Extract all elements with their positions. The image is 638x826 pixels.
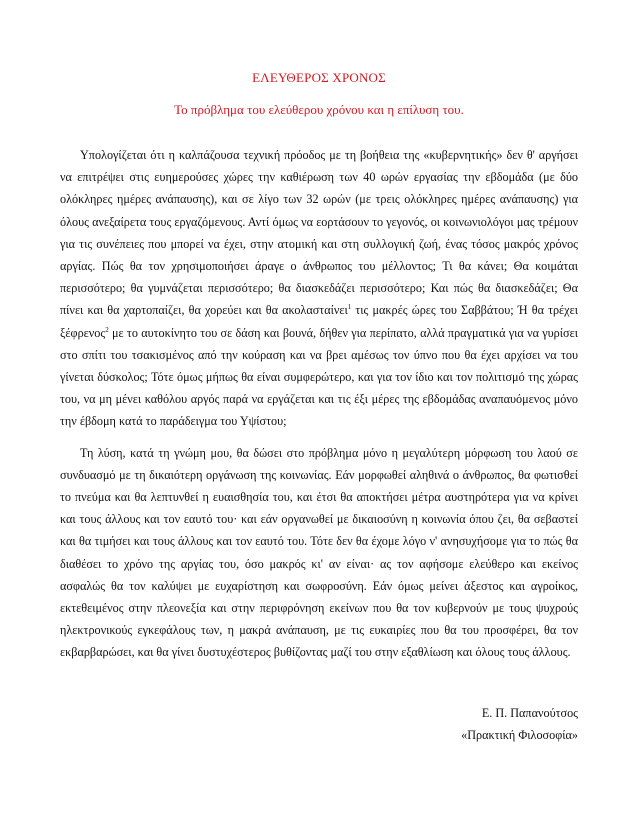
footnote-marker-1[interactable]: 1 [347,303,352,312]
document-title: ΕΛΕΥΘΕΡΟΣ ΧΡΟΝΟΣ [252,70,386,85]
signature-author: Ε. Π. Παπανούτσος [481,706,578,720]
paragraph-1-part-1: Υπολογίζεται ότι η καλπάζουσα τεχνική πρόοδος με τη βοήθεια της «κυβερνητικής» δεν θ' αργήσει να επιτρέψει στις ευημερούσες χώρες την καθιέρωση των 40 ωρών εργασίας την εβδομάδα (με δύο ολόκληρες ημέρες ανάπαυσης), και σε λίγο των 32 ωρών (με τρεις ολόκληρες ημέρες ανάπαυσης) για όλους ανεξαίρετα τους εργαζόμενους. Αντί όμως να εορτάσουν το γεγονός, οι κοινωνιολόγοι μας τρέμουν για τις συνέπειες που μπορεί να έχει, στην ατομική και στη συλλογική ζωή, ένας τόσος μακρός χρόνος αργίας. Πώς θα τον χρησιμοποιήσει άραγε ο άνθρωπος του μέλλοντος; Τι θα κάνει; Θα κοιμάται περισσότερο; θα γυμνάζεται περισσότερο; θα διασκεδάζει περισσότερο; Και πώς θα διασκεδάζει; Θα πίνει και θα χαρτοπαίζει, θα χορεύει και θα ακολασταίνει [60,148,578,318]
footnote-marker-2[interactable]: 2 [105,325,109,334]
document-subtitle: Το πρόβλημα του ελεύθερου χρόνου και η επίλυση του. [174,102,464,117]
paragraph-2: Τη λύση, κατά τη γνώμη μου, θα δώσει στο πρόβλημα μόνο η μεγαλύτερη μόρφωση του λαού σε συνδυασμό με τη δικαιότερη οργάνωση της κοινωνίας. Εάν μορφωθεί αληθινά ο άνθρωπος, θα φωτισθεί το πνεύμα και θα λεπτυνθεί η ευαισθησία του, και έτσι θα αποκτήσει μέτρα αυστηρότερα για να κρίνει και τους άλλους και τον εαυτό του· και εάν οργανωθεί με δικαιοσύνη η κοινωνία όπου ζει, θα σεβαστεί και θα τιμήσει και τους άλλους και τον εαυτό του. Τότε δεν θα έχομε λόγο ν' ανησυχήσομε για το πώς θα διαθέσει το χρόνο της αργίας του, όσο μακρός κι' αν είναι· ας τον αφήσομε ελεύθερο και εκείνος ασφαλώς θα τον καλύψει με ευχαρίστηση και σωφροσύνη. Εάν όμως μείνει άξεστος και αγροίκος, εκτεθειμένος στην πλεονεξία και στην περιφρόνηση εκείνων που θα τον κυβερνούν με τους ψυχρούς ηλεκτρονικούς εγκεφάλους των, η μακρά ανάπαυση, με τις ευκαιρίες που θα του προσφέρει, θα τον εκβαρβαρώσει, και θα γίνει δυστυχέστερος βυθίζοντας μαζί του στην εξαθλίωση και όλους τους άλλους. [60,445,578,660]
signature-source: «Πρακτική Φιλοσοφία» [461,728,578,742]
paragraph-1-part-3: με το αυτοκίνητο του σε δάση και βουνά, δήθεν για περίπατο, αλλά πραγματικά για να γυρίσει στο σπίτι του τσακισμένος από την κούραση και να βρει αμέσως τον ύπνο που θα έχει αρχίσει να του γίνεται δύσκολος; Τότε όμως μήπως θα είναι συμφερώτερο, και για τον ίδιο και τον πολιτισμό της χώρας του, να μη μένει καθόλου αργός παρά να εργάζεται και τις έξι μέρες της εβδομάδας αναπαυόμενος μόνο την έβδομη κατά το παράδειγμα του Υψίστου; [60,325,578,429]
signature-block [461,702,578,746]
paragraph-1 [60,144,578,433]
paragraph-1-part-2: τις μακρές ώρες του Σαββάτου; Ή θα τρέχει ξέφρενος [60,303,578,340]
